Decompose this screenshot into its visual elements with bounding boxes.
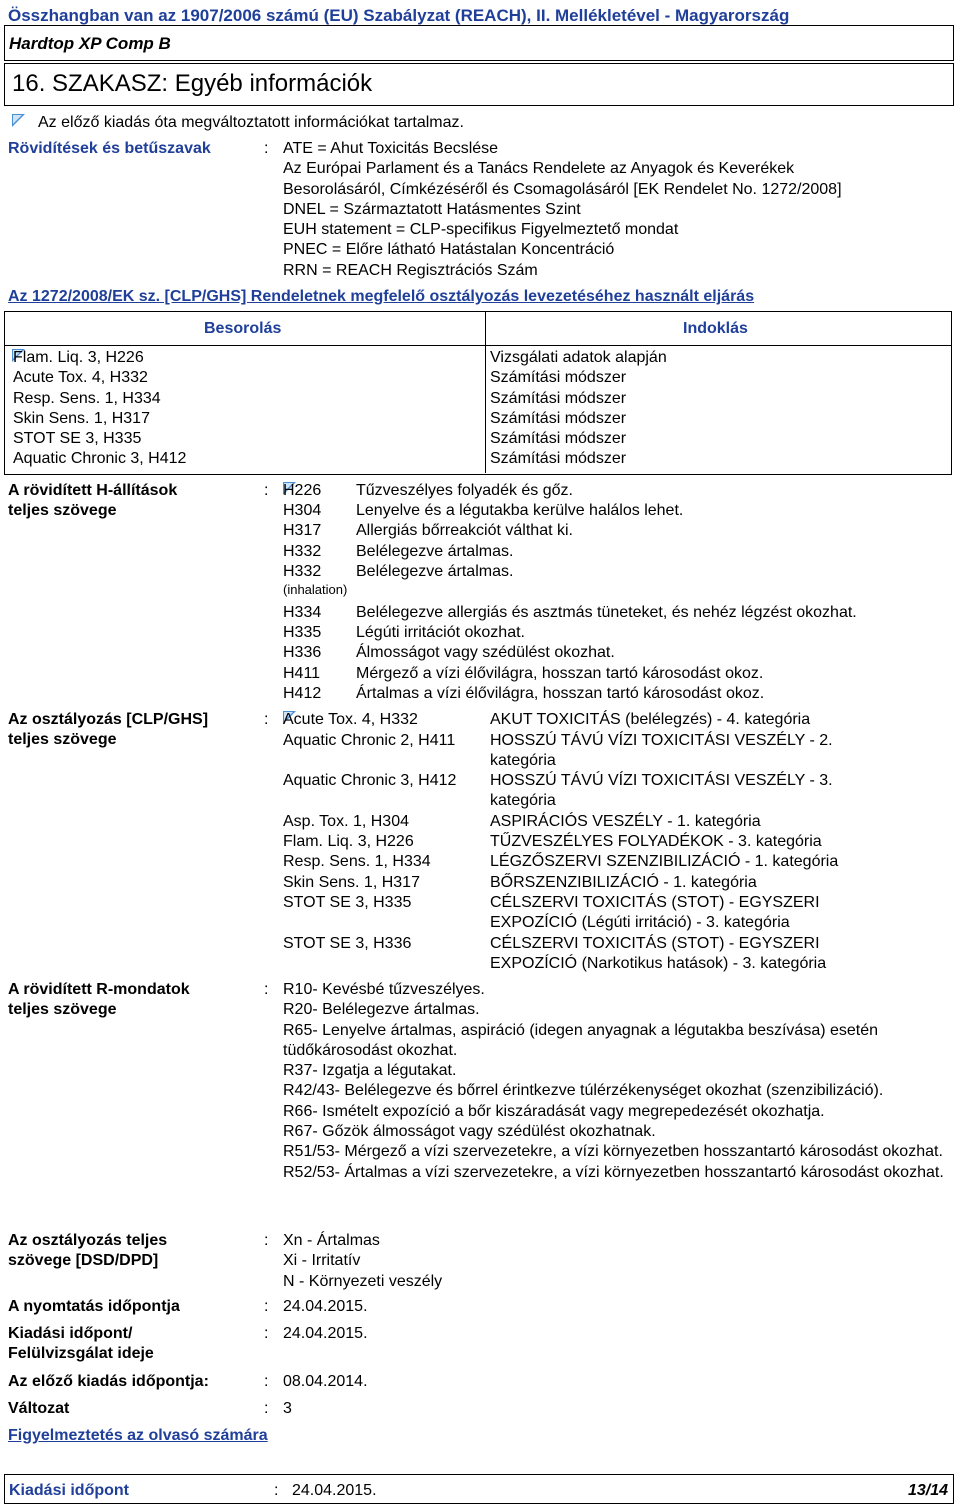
h-code: H411 (283, 665, 321, 682)
label-line: A rövidített R-mondatok (8, 981, 190, 998)
clp-code: Aquatic Chronic 3, H412 (283, 772, 457, 789)
clp-description: ASPIRÁCIÓS VESZÉLY - 1. kategória (490, 813, 761, 830)
r-phrase: R37- Izgatja a légutakat. (283, 1062, 457, 1080)
label-line: teljes szövege (8, 1001, 117, 1019)
justification-column (490, 348, 667, 470)
h-statements-label (8, 481, 177, 522)
dsd-list (283, 1231, 442, 1292)
version-label: Változat (8, 1400, 70, 1417)
label-line: A rövidített H-állítások (8, 482, 178, 499)
classification-cell: Aquatic Chronic 3, H412 (13, 450, 187, 468)
r-phrases-list (283, 980, 948, 1183)
print-date-colon: : (264, 1298, 269, 1315)
classification-column (13, 348, 186, 470)
footer-colon: : (274, 1482, 279, 1499)
table-header-justification: Indoklás (683, 320, 748, 337)
abbreviation-line: DNEL = Származtatott Hatásmentes Szint (283, 200, 581, 218)
abbreviations-list (283, 139, 842, 281)
h-text: Belélegezve allergiás és asztmás tüneteket, és nehéz légzést okozhat. (356, 604, 857, 621)
dsd-item: Xi - Irritatív (283, 1252, 361, 1270)
h-code: H226 (283, 482, 322, 499)
label-line: Felülvizsgálat ideje (8, 1345, 154, 1363)
clp-description: LÉGZŐSZERVI SZENZIBILIZÁCIÓ - 1. kategória (490, 853, 839, 870)
h-text: Belélegezve ártalmas. (356, 563, 514, 580)
footer-issue-date: 24.04.2015. (292, 1482, 377, 1499)
classification-cell: Resp. Sens. 1, H334 (13, 389, 161, 407)
r-phrase: R66- Ismételt expozíció a bőr kiszáradását vagy megrepedezését okozhatja. (283, 1102, 825, 1120)
h-text: Lenyelve és a légutakba kerülve halálos lehet. (356, 502, 684, 519)
h-code: H336 (283, 644, 322, 661)
justification-cell: Vizsgálati adatok alapján (490, 349, 667, 366)
h-text: Ártalmas a vízi élővilágra, hosszan tartó károsodást okoz. (356, 685, 765, 702)
clp-procedure-title: Az 1272/2008/EK sz. [CLP/GHS] Rendeletnek megfelelő osztályozás levezetéséhez használt eljárás (8, 288, 755, 305)
product-name: Hardtop XP Comp B (9, 34, 171, 53)
r-phrases-colon: : (264, 981, 269, 998)
r-phrase: R10- Kevésbé tűzveszélyes. (283, 981, 485, 998)
changed-note: Az előző kiadás óta megváltoztatott információkat tartalmaz. (38, 114, 464, 131)
abbreviation-line: Az Európai Parlament és a Tanács Rendelete az Anyagok és Keverékek (283, 160, 795, 178)
h-text: Álmosságot vagy szédülést okozhat. (356, 644, 615, 661)
justification-cell: Számítási módszer (490, 430, 627, 448)
footer-box (4, 1474, 954, 1504)
r-phrase: R65- Lenyelve ártalmas, aspiráció (idegen anyagnak a légutakba beszívása) esetén tüdőkárosodást okozhat. (283, 1021, 879, 1059)
regulation-header: Összhangban van az 1907/2006 számú (EU) Szabályzat (REACH), II. Mellékletével - Magyarország (8, 6, 790, 25)
page-number: 13/14 (907, 1482, 948, 1499)
footer-issue-label: Kiadási időpont (9, 1482, 129, 1499)
clp-description: TŰZVESZÉLYES FOLYADÉKOK - 3. kategória (490, 833, 822, 850)
clp-code: Flam. Liq. 3, H226 (283, 833, 414, 850)
clp-code: Aquatic Chronic 2, H411 (283, 732, 456, 749)
issue-date-label (8, 1324, 154, 1365)
abbreviations-label: Rövidítések és betűszavak (8, 140, 211, 157)
clp-code: Asp. Tox. 1, H304 (283, 813, 409, 830)
h-code: H332 (283, 563, 322, 580)
label-line: teljes szövege (8, 502, 117, 520)
r-phrase: R20- Belélegezve ártalmas. (283, 1001, 480, 1019)
clp-full-text-label (8, 710, 208, 751)
table-column-divider (485, 311, 486, 473)
h-code: H317 (283, 522, 322, 539)
issue-date-value: 24.04.2015. (283, 1325, 368, 1342)
label-line: Az osztályozás teljes (8, 1232, 168, 1249)
dsd-item: Xn - Ártalmas (283, 1232, 380, 1249)
clp-description: CÉLSZERVI TOXICITÁS (STOT) - EGYSZERI EXPOZÍCIÓ (Narkotikus hatások) - 3. kategória (490, 935, 827, 973)
previous-date-value: 08.04.2014. (283, 1373, 368, 1390)
r-phrases-label (8, 980, 190, 1021)
clp-description: HOSSZÚ TÁVÚ VÍZI TOXICITÁSI VESZÉLY - 2. kategória (490, 732, 833, 770)
print-date-label: A nyomtatás időpontja (8, 1298, 180, 1315)
classification-cell: Flam. Liq. 3, H226 (13, 349, 144, 366)
h-text: Mérgező a vízi élővilágra, hosszan tartó károsodást okoz. (356, 665, 764, 682)
previous-date-colon: : (264, 1373, 269, 1390)
h-text: Tűzveszélyes folyadék és gőz. (356, 482, 573, 499)
label-line: Az osztályozás [CLP/GHS] (8, 711, 209, 728)
label-line: szövege [DSD/DPD] (8, 1252, 159, 1270)
clp-code: Resp. Sens. 1, H334 (283, 853, 431, 870)
issue-date-colon: : (264, 1325, 269, 1342)
h-code: H334 (283, 604, 322, 621)
justification-cell: Számítási módszer (490, 389, 627, 407)
abbreviation-line: PNEC = Előre látható Hatástalan Koncentráció (283, 241, 615, 259)
h-text: Belélegezve ártalmas. (356, 543, 514, 560)
r-phrase: R42/43- Belélegezve és bőrrel érintkezve túlérzékenységet okozhat (szenzibilizáció). (283, 1082, 884, 1100)
h-code: H332 (283, 543, 322, 560)
label-line: Kiadási időpont/ (8, 1325, 133, 1342)
r-phrase: R67- Gőzök álmosságot vagy szédülést okozhatnak. (283, 1123, 656, 1141)
version-colon: : (264, 1400, 269, 1417)
dsd-colon: : (264, 1232, 269, 1249)
version-value: 3 (283, 1400, 292, 1417)
r-phrase: R51/53- Mérgező a vízi szervezetekre, a vízi környezetben hosszantartó károsodást okozhat. (283, 1143, 943, 1161)
classification-cell: Acute Tox. 4, H332 (13, 369, 148, 387)
h-code: H304 (283, 502, 322, 519)
dsd-item: N - Környezeti veszély (283, 1272, 443, 1290)
h-text: Allergiás bőrreakciót válthat ki. (356, 522, 573, 539)
revision-marker-icon (12, 114, 25, 127)
table-header-classification: Besorolás (204, 320, 282, 337)
clp-code: Skin Sens. 1, H317 (283, 874, 420, 891)
abbreviations-colon: : (264, 140, 269, 157)
h-statements-colon: : (264, 482, 269, 499)
clp-code: STOT SE 3, H336 (283, 935, 412, 952)
dsd-label (8, 1231, 167, 1272)
clp-description: AKUT TOXICITÁS (belélegzés) - 4. kategória (490, 711, 811, 728)
abbreviation-line: EUH statement = CLP-specifikus Figyelmeztető mondat (283, 221, 679, 239)
justification-cell: Számítási módszer (490, 409, 627, 427)
clp-description: BŐRSZENZIBILIZÁCIÓ - 1. kategória (490, 874, 757, 891)
clp-description: HOSSZÚ TÁVÚ VÍZI TOXICITÁSI VESZÉLY - 3. kategória (490, 772, 833, 810)
clp-code: Acute Tox. 4, H332 (283, 711, 418, 728)
justification-cell: Számítási módszer (490, 369, 627, 387)
label-line: teljes szövege (8, 731, 117, 749)
previous-date-label: Az előző kiadás időpontja: (8, 1373, 209, 1390)
abbreviation-line: Besorolásáról, Címkézéséről és Csomagolásáról [EK Rendelet No. 1272/2008] (283, 180, 842, 198)
h-note: (inhalation) (283, 582, 348, 597)
reader-notice-title: Figyelmeztetés az olvasó számára (8, 1427, 268, 1444)
clp-full-text-colon: : (264, 711, 269, 728)
classification-cell: STOT SE 3, H335 (13, 430, 142, 448)
justification-cell: Számítási módszer (490, 450, 627, 468)
classification-cell: Skin Sens. 1, H317 (13, 409, 150, 427)
abbreviation-line: ATE = Ahut Toxicitás Becslése (283, 140, 499, 157)
clp-code: STOT SE 3, H335 (283, 894, 412, 911)
print-date-value: 24.04.2015. (283, 1298, 368, 1315)
abbreviation-line: RRN = REACH Regisztrációs Szám (283, 261, 538, 279)
section-title: 16. SZAKASZ: Egyéb információk (12, 70, 373, 97)
clp-description: CÉLSZERVI TOXICITÁS (STOT) - EGYSZERI EXPOZÍCIÓ (Légúti irritáció) - 3. kategória (490, 894, 820, 932)
r-phrase: R52/53- Ártalmas a vízi szervezetekre, a vízi környezetben hosszantartó károsodást okozhat. (283, 1163, 944, 1181)
h-code: H412 (283, 685, 322, 702)
h-text: Légúti irritációt okozhat. (356, 624, 525, 641)
h-code: H335 (283, 624, 322, 641)
table-header-divider (4, 345, 952, 346)
